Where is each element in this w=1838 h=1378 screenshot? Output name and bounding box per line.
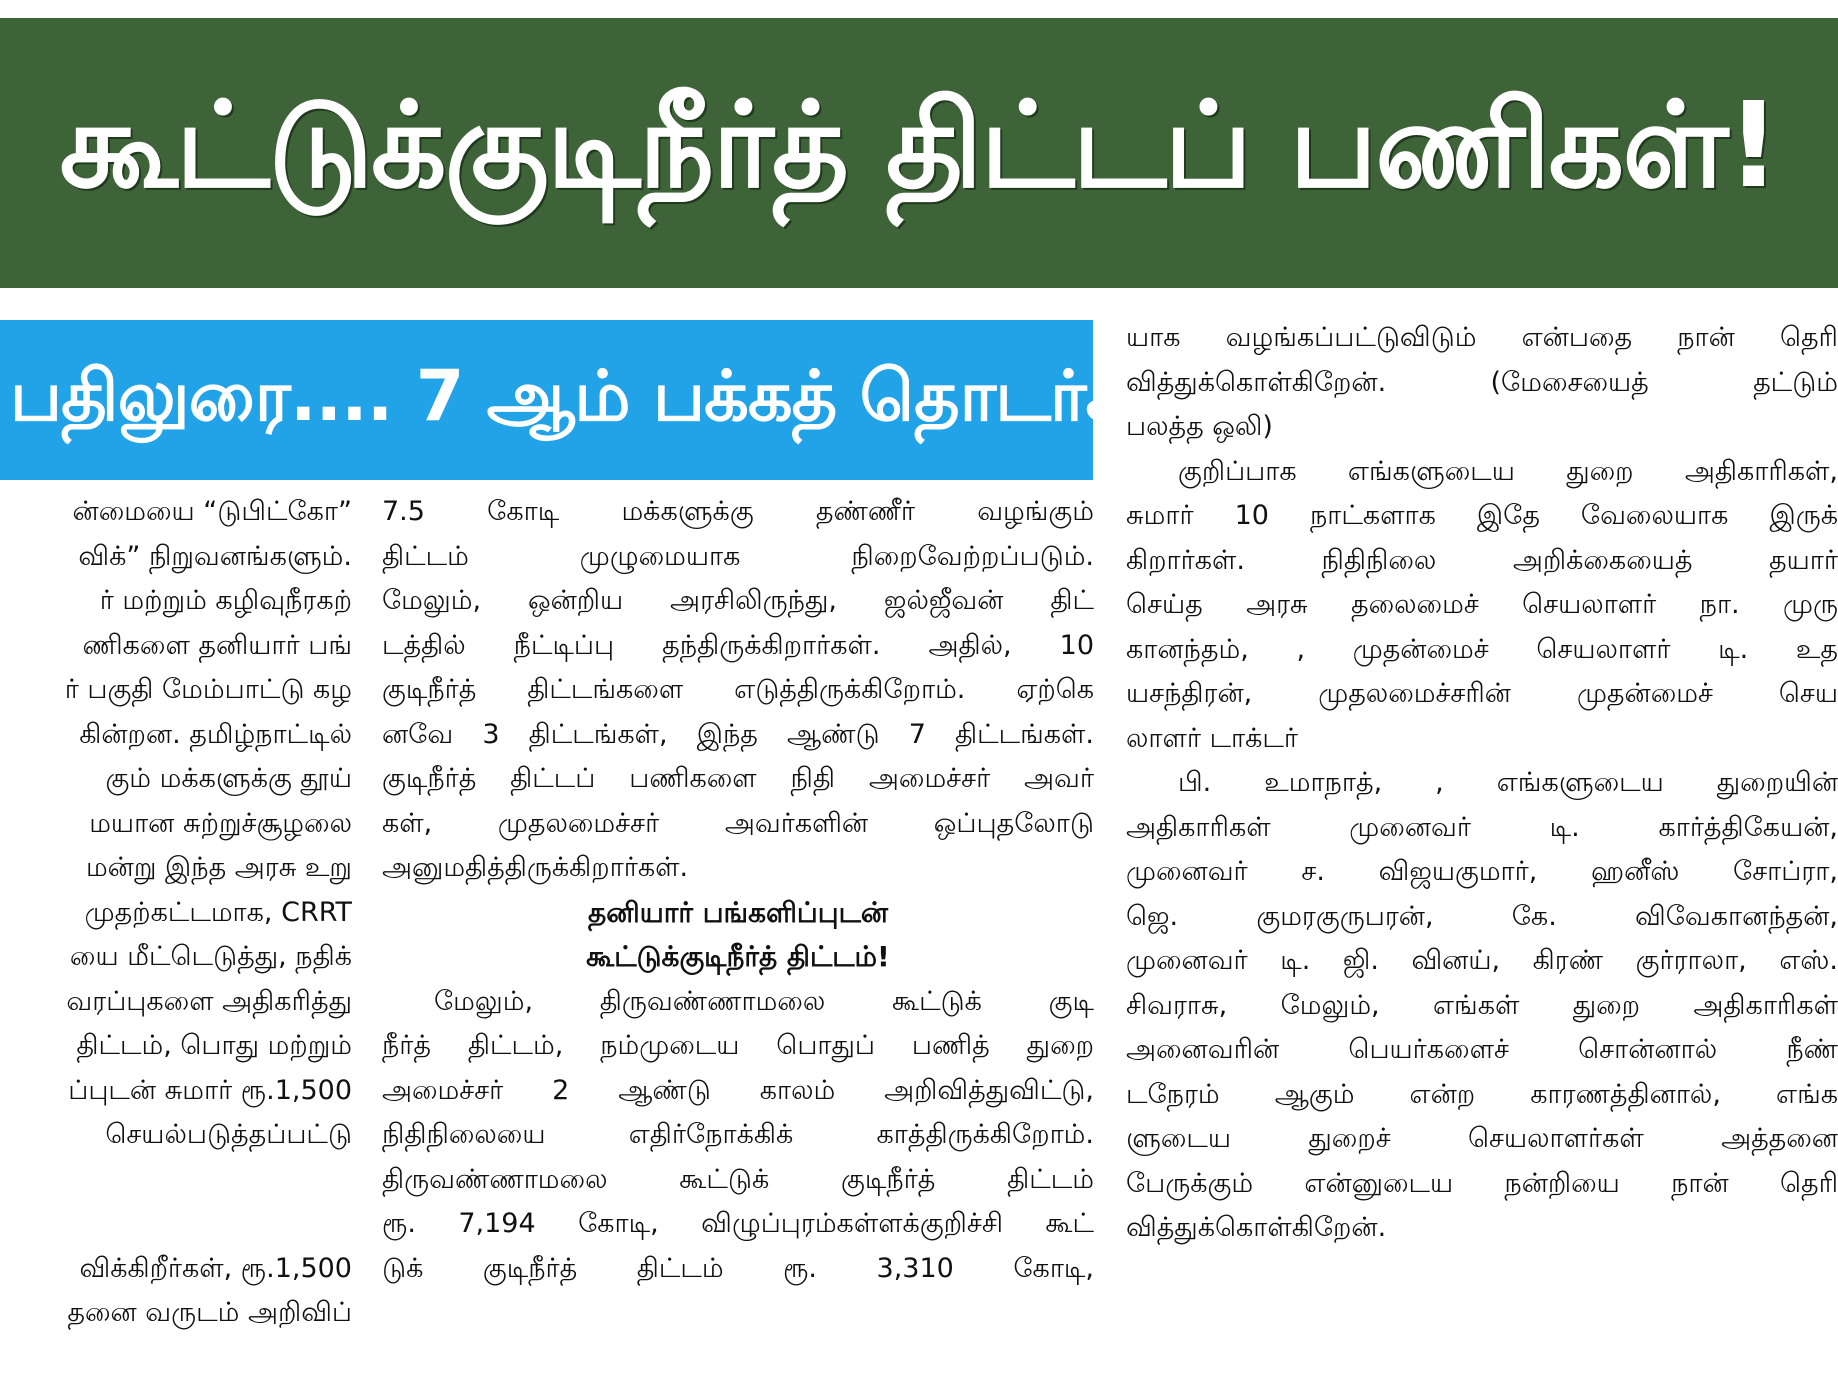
mid-line: 7.5 கோடி மக்களுக்கு தண்ணீர் வழங்கும்	[382, 496, 1094, 527]
mid-line: னவே 3 திட்டங்கள், இந்த ஆண்டு 7 திட்டங்கள்.	[382, 718, 1094, 750]
left-line: ர் பகுதி மேம்பாட்டு கழ	[64, 674, 352, 705]
headline-banner	[0, 18, 1838, 288]
right-line: சிவராசு, மேலும், எங்கள் துறை அதிகாரிகள்	[1126, 989, 1838, 1021]
left-line: கின்றன. தமிழ்நாட்டில்	[79, 718, 352, 750]
right-line: ளுடைய துறைச் செயலாளர்கள் அத்தனை	[1126, 1123, 1838, 1154]
left-column	[0, 490, 352, 1336]
mid-line: திட்டம் முழுமையாக நிறைவேற்றப்படும்.	[382, 540, 1094, 572]
right-line: பலத்த ஒலி)	[1126, 411, 1273, 442]
subheadline-bar	[0, 320, 1178, 480]
mid-line: நிதிநிலையை எதிர்நோக்கிக் காத்திருக்கிறோம்.	[382, 1119, 1094, 1150]
right-line: ஜெ. குமரகுருபரன், கே. விவேகானந்தன்,	[1126, 900, 1838, 932]
mid-line: கள், முதலமைச்சர் அவர்களின் ஒப்புதலோடு	[382, 807, 1094, 839]
right-line: லாளர் டாக்டர்	[1126, 722, 1299, 754]
right-line: டநேரம் ஆகும் என்ற காரணத்தினால், எங்க	[1126, 1078, 1838, 1110]
mid-line: திருவண்ணாமலை கூட்டுக் குடிநீர்த் திட்டம்	[382, 1163, 1094, 1195]
section-subheading: கூட்டுக்குடிநீர்த் திட்டம்!	[586, 940, 890, 973]
left-line	[0, 1202, 352, 1247]
right-line: முனைவர் டி. ஜி. வினய், கிரண் குர்ராலா, எஸ்.	[1126, 945, 1838, 976]
left-line: விக்கிறீர்கள், ரூ.1,500	[79, 1252, 352, 1284]
mid-line: ரூ. 7,194 கோடி, விழுப்புரம்கள்ளக்குறிச்சி கூட்	[382, 1208, 1094, 1239]
right-line: அனைவரின் பெயர்களைச் சொன்னால் நீண்	[1126, 1034, 1838, 1065]
mid-line: குடிநீர்த் திட்டப் பணிகளை நிதி அமைச்சர் அவர்	[382, 763, 1094, 794]
right-line: யாக வழங்கப்பட்டுவிடும் என்பதை நான் தெரி	[1126, 322, 1838, 353]
left-line: ர் மற்றும் கழிவுநீரகற்	[99, 585, 352, 616]
left-line: வரப்புகளை அதிகரித்து	[66, 985, 352, 1017]
left-line: செயல்படுத்தப்பட்டு	[105, 1119, 352, 1150]
page-top-margin	[0, 0, 1838, 18]
mid-line: டுக் குடிநீர்த் திட்டம் ரூ. 3,310 கோடி,	[382, 1252, 1094, 1284]
right-line: முனைவர் ச. விஜயகுமார், ஹனீஸ் சோப்ரா,	[1126, 856, 1838, 887]
right-line: யசந்திரன், முதலமைச்சரின் முதன்மைச் செய	[1126, 678, 1838, 709]
right-line: பேருக்கும் என்னுடைய நன்றியை நான் தெரி	[1126, 1167, 1838, 1199]
right-column	[1126, 316, 1838, 1251]
left-line: ன்மையை “டுபிட்கோ”	[72, 496, 352, 527]
right-line: செய்த அரசு தலைமைச் செயலாளர் நா. முரு	[1126, 589, 1838, 620]
section-subheading: தனியார் பங்களிப்புடன்	[587, 895, 889, 929]
right-line: கிறார்கள். நிதிநிலை அறிக்கையைத் தயார்	[1126, 544, 1838, 576]
right-line: வித்துக்கொள்கிறேன்.	[1126, 1212, 1387, 1243]
right-line: குறிப்பாக எங்களுடைய துறை அதிகாரிகள்,	[1178, 455, 1838, 487]
mid-line: அனுமதித்திருக்கிறார்கள்.	[382, 852, 689, 883]
right-line: அதிகாரிகள் முனைவர் டி. கார்த்திகேயன்,	[1126, 811, 1838, 843]
left-line	[0, 1158, 352, 1203]
subheadline: பதிலுரை.... 7 ஆம் பக்கத் தொடர்ச்சி	[10, 354, 1178, 437]
left-line: மன்று இந்த அரசு உறு	[85, 852, 352, 883]
right-line: கானந்தம், , முதன்மைச் செயலாளர் டி. உத	[1126, 633, 1838, 665]
left-line: முதற்கட்டமாக, CRRT	[84, 896, 352, 928]
mid-line: நீர்த் திட்டம், நம்முடைய பொதுப் பணித் துறை	[382, 1030, 1094, 1061]
mid-line: டத்தில் நீட்டிப்பு தந்திருக்கிறார்கள். அதில், 10	[382, 629, 1094, 661]
right-line: வித்துக்கொள்கிறேன். (மேசையைத் தட்டும்	[1126, 366, 1838, 398]
left-line: யை மீட்டெடுத்து, நதிக்	[69, 941, 352, 972]
left-line: திட்டம், பொது மற்றும்	[76, 1030, 352, 1061]
mid-line: மேலும், திருவண்ணாமலை கூட்டுக் குடி	[434, 985, 1094, 1017]
mid-line: மேலும், ஒன்றிய அரசிலிருந்து, ஜல்ஜீவன் திட்	[382, 585, 1094, 616]
left-line: தனை வருடம் அறிவிப்	[67, 1297, 352, 1328]
left-line: மயான சுற்றுச்சூழலை	[89, 807, 352, 839]
left-line: ப்புடன் சுமார் ரூ.1,500	[68, 1074, 352, 1106]
right-line: பி. உமாநாத், , எங்களுடைய துறையின்	[1178, 767, 1838, 798]
mid-line: குடிநீர்த் திட்டங்களை எடுத்திருக்கிறோம். ஏற்கெ	[382, 674, 1094, 705]
mid-line: அமைச்சர் 2 ஆண்டு காலம் அறிவித்துவிட்டு,	[382, 1074, 1094, 1106]
left-line: விக்” நிறுவனங்களும்.	[78, 540, 352, 572]
middle-column	[382, 490, 1094, 1291]
headline: கூட்டுக்குடிநீர்த் திட்டப் பணிகள்!	[59, 76, 1779, 214]
left-line: ணிகளை தனியார் பங்	[82, 629, 352, 661]
left-line: கும் மக்களுக்கு தூய்	[105, 763, 352, 794]
right-line: சுமார் 10 நாட்களாக இதே வேலையாக இருக்	[1126, 500, 1838, 531]
